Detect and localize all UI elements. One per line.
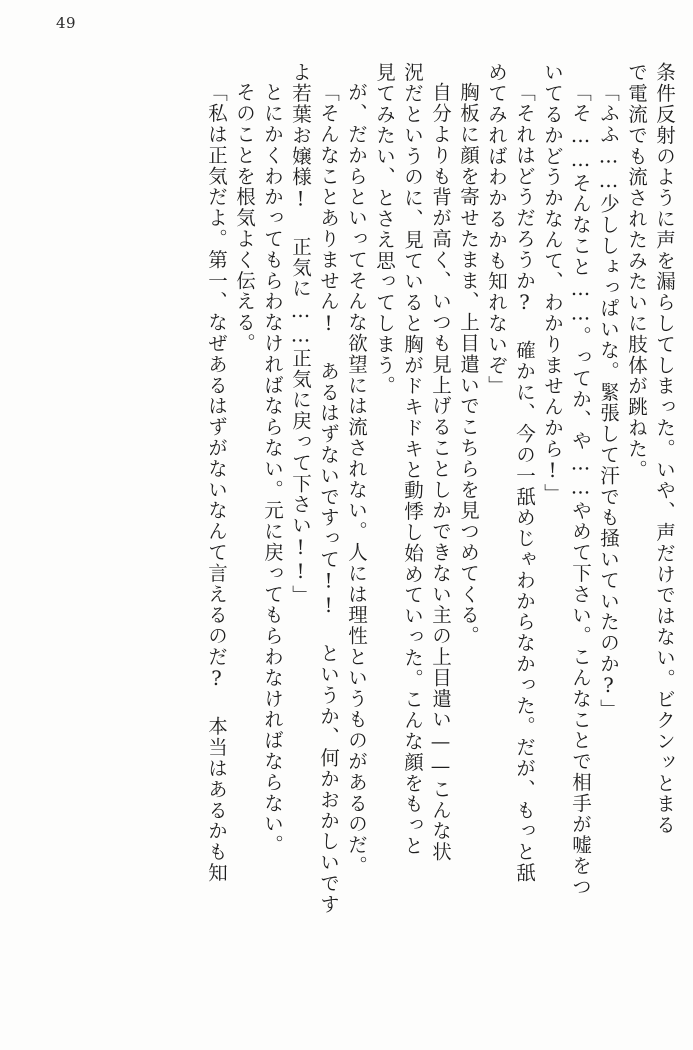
text-line: 胸板に顔を寄せたまま、上目遣いでこちらを見つめてくる。: [457, 82, 480, 647]
text-line: よ若葉お嬢様! 正気に……正気に戻って下さい!!」: [289, 62, 312, 606]
text-line: いてるかどうかなんて、わかりませんから!」: [541, 62, 564, 505]
page-number: 49: [56, 14, 77, 32]
text-line: 況だというのに、見ていると胸がドキドキと動悸し始めていった。こんな顔をもっと: [401, 62, 424, 857]
text-line: 「それはどうだろうか? 確かに、今の一舐めじゃわからなかった。だが、もっと舐: [513, 82, 536, 884]
text-line: 条件反射のように声を漏らしてしまった。いや、声だけではない。ビクンッとまる: [653, 62, 676, 836]
text-line: で電流でも流されたみたいに肢体が跳ねた。: [625, 62, 648, 480]
text-line: 「そんなことありません! あるはずないですって!! というか、何かおかしいです: [317, 82, 340, 915]
novel-text-body: [22, 62, 674, 1030]
text-line: めてみればわかるかも知れないぞ」: [485, 62, 508, 397]
text-line: そのことを根気よく伝える。: [233, 82, 256, 354]
text-line: 自分よりも背が高く、いつも見上げることしかできない主の上目遣い——こんな状: [429, 82, 452, 863]
text-line: 「そ……そんなこと……。ってか、や……やめて下さい。こんなことで相手が嘘をつ: [569, 82, 592, 898]
text-line: が、だからといってそんな欲望には流されない。人には理性というものがあるのだ。: [345, 82, 368, 877]
text-line: とにかくわかってもらわなければならない。元に戻ってもらわなければならない。: [261, 82, 284, 856]
text-line: 見てみたい、とさえ思ってしまう。: [373, 62, 396, 397]
text-line: 「私は正気だよ。第一、なぜあるはずがないなんて言えるのだ? 本当はあるかも知: [205, 82, 228, 884]
text-line: 「ふふ……少ししょっぱいな。緊張して汗でも掻いていたのか?」: [597, 82, 620, 720]
